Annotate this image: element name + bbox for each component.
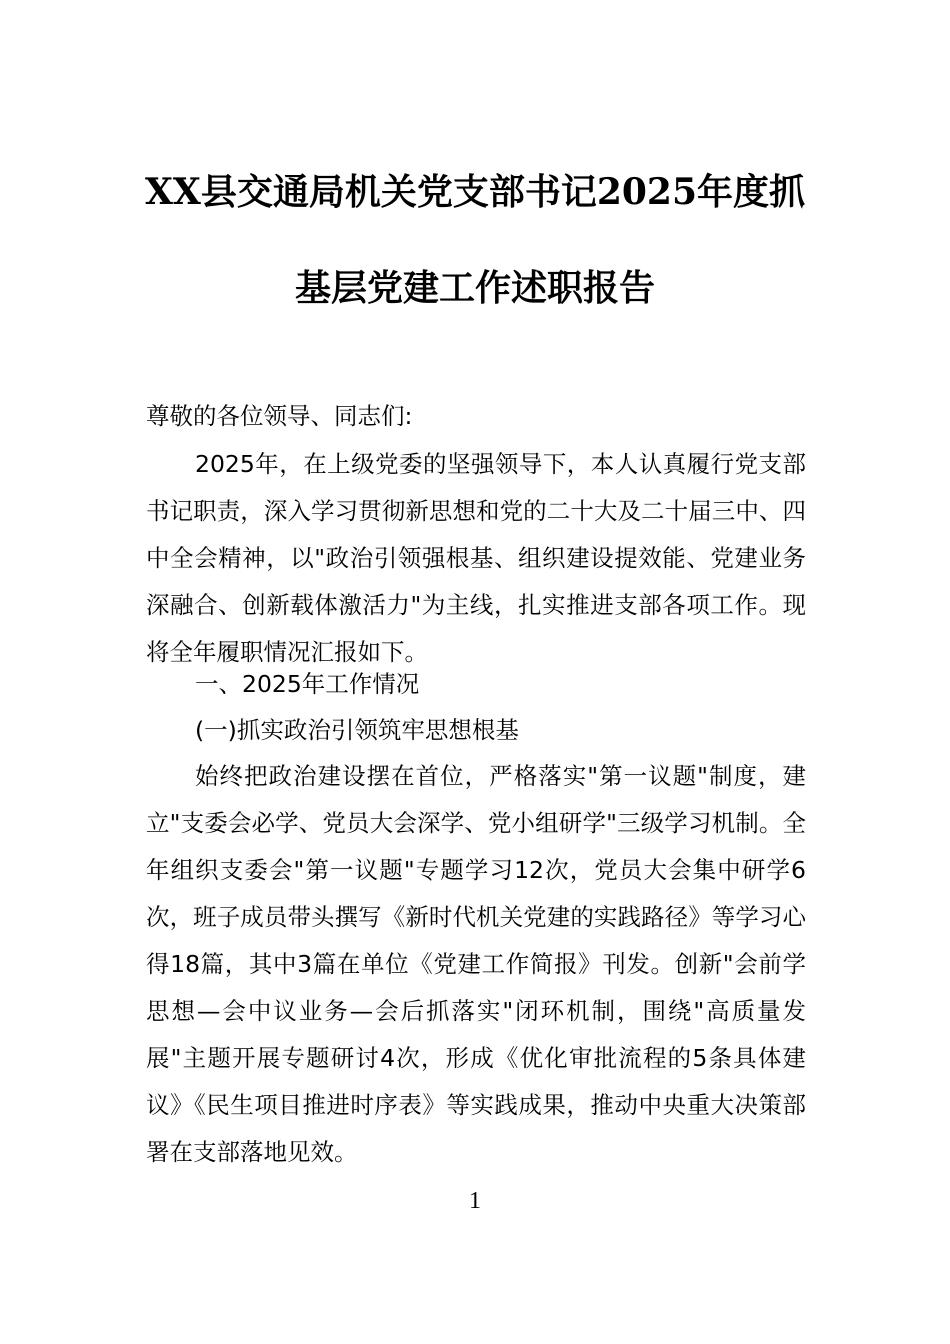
page-number: 1 (469, 1188, 481, 1214)
salutation: 尊敬的各位领导、同志们: (146, 402, 413, 430)
section-heading: 一、2025年工作情况 (195, 670, 420, 698)
document-title-line-1: XX县交通局机关党支部书记2025年度抓 (144, 171, 806, 213)
document-title-line-2: 基层党建工作述职报告 (294, 267, 655, 309)
intro-paragraph: 2025年，在上级党委的坚强领导下，本人认真履行党支部书记职责，深入学习贯彻新思想和党的二十大及二十届三中、四中全会精神，以"政治引领强根基、组织建设提效能、党建业务深融合、创新载体激活力"为主线，扎实推进支部各项工作。现将全年履职情况汇报如下。 (146, 450, 806, 666)
subsection-heading: (一)抓实政治引领筑牢思想根基 (195, 716, 519, 744)
subsection-paragraph: 始终把政治建设摆在首位，严格落实"第一议题"制度，建立"支委会必学、党员大会深学、党小组研学"三级学习机制。全年组织支委会"第一议题"专题学习12次，党员大会集中研学6次，班子成员带头撰写《新时代机关党建的实践路径》等学习心得18篇，其中3篇在单位《党建工作简报》刊发。创新"会前学思想—会中议业务—会后抓落实"闭环机制，围绕"高质量发展"主题开展专题研讨4次，形成《优化审批流程的5条具体建议》《民生项目推进时序表》等实践成果，推动中央重大决策部署在支部落地见效。 (146, 762, 806, 1166)
